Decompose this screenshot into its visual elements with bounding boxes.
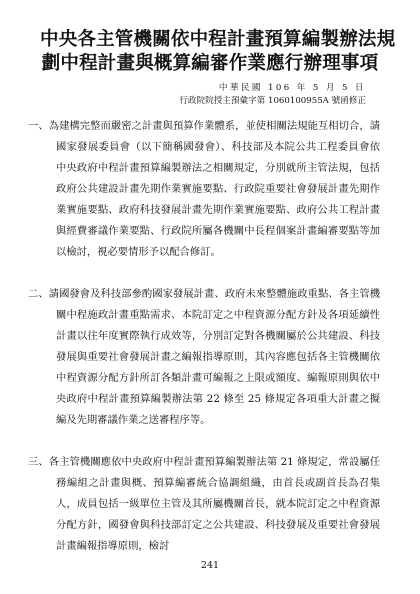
section-1 [28,116,380,263]
document-title-line-1: 中央各主管機關依中程計畫預算編製辦法規 [40,29,396,50]
document-title-line-2: 劃中程計畫與概算編審作業應行辦理事項 [41,53,379,74]
section-text: 為建構完整而嚴密之計畫與預算作業體系，並使相關法規能互相切合，請國家發展委員會（以下簡稱國發會）、科技部及本院公共工程委員會依中央政府中程計畫預算編製辦法之相關規定，分別就所主管法規，包括政府公共建設計畫先期作業實施要點、行政院重要社會發展計畫先期作業實施要點、政府科技發展計畫先期作業實施要點、政府公共工程計畫與經費審議作業要點、行政院所屬各機關中長程個案計畫編審要點等加以檢討，視必要情形予以配合修訂。 [48,120,381,258]
section-text: 請國發會及科技部參酌國家發展計畫、政府未來整體施政重點、各主管機關中程施政計畫重點需求、本院訂定之中程資源分配方針及各項延續性計畫以往年度實際執行成效等，分別訂定對各機關屬於公共建設、科技發展與重要社會發展計畫之編報指導原則，其內容應包括各主管機關依中程資源分配方針所訂各類計畫可編報之上限或額度、編報原則與依中央政府中程計畫預算編製辦法第 22 條至 25 條規定各項重大計畫之擬編及先期審議作業之送審程序等。 [48,288,381,426]
amendment-date: 中華民國 106 年 5 月 5 日 [218,83,366,93]
section-marker: 二、 [28,288,49,300]
section-text: 各主管機關應依中央政府中程計畫預算編製辦法第 21 條規定，常設屬任務編組之計畫與概、預算編審統合協調組織，由首長或副首長為召集人，成員包括一級單位主管及其所屬機關首長，就本院訂定之中程資源分配方針，國發會與科技部訂定之公共建設、科技發展及重要社會發展計畫編報指導原則，檢討 [48,456,381,552]
page-number: 241 [200,560,220,571]
section-marker: 三、 [28,456,49,468]
order-reference: 行政院院授主預彙字第 1060100955A 號函修正 [179,96,366,106]
section-2 [28,284,380,431]
section-marker: 一、 [28,120,49,132]
section-3 [28,452,380,557]
